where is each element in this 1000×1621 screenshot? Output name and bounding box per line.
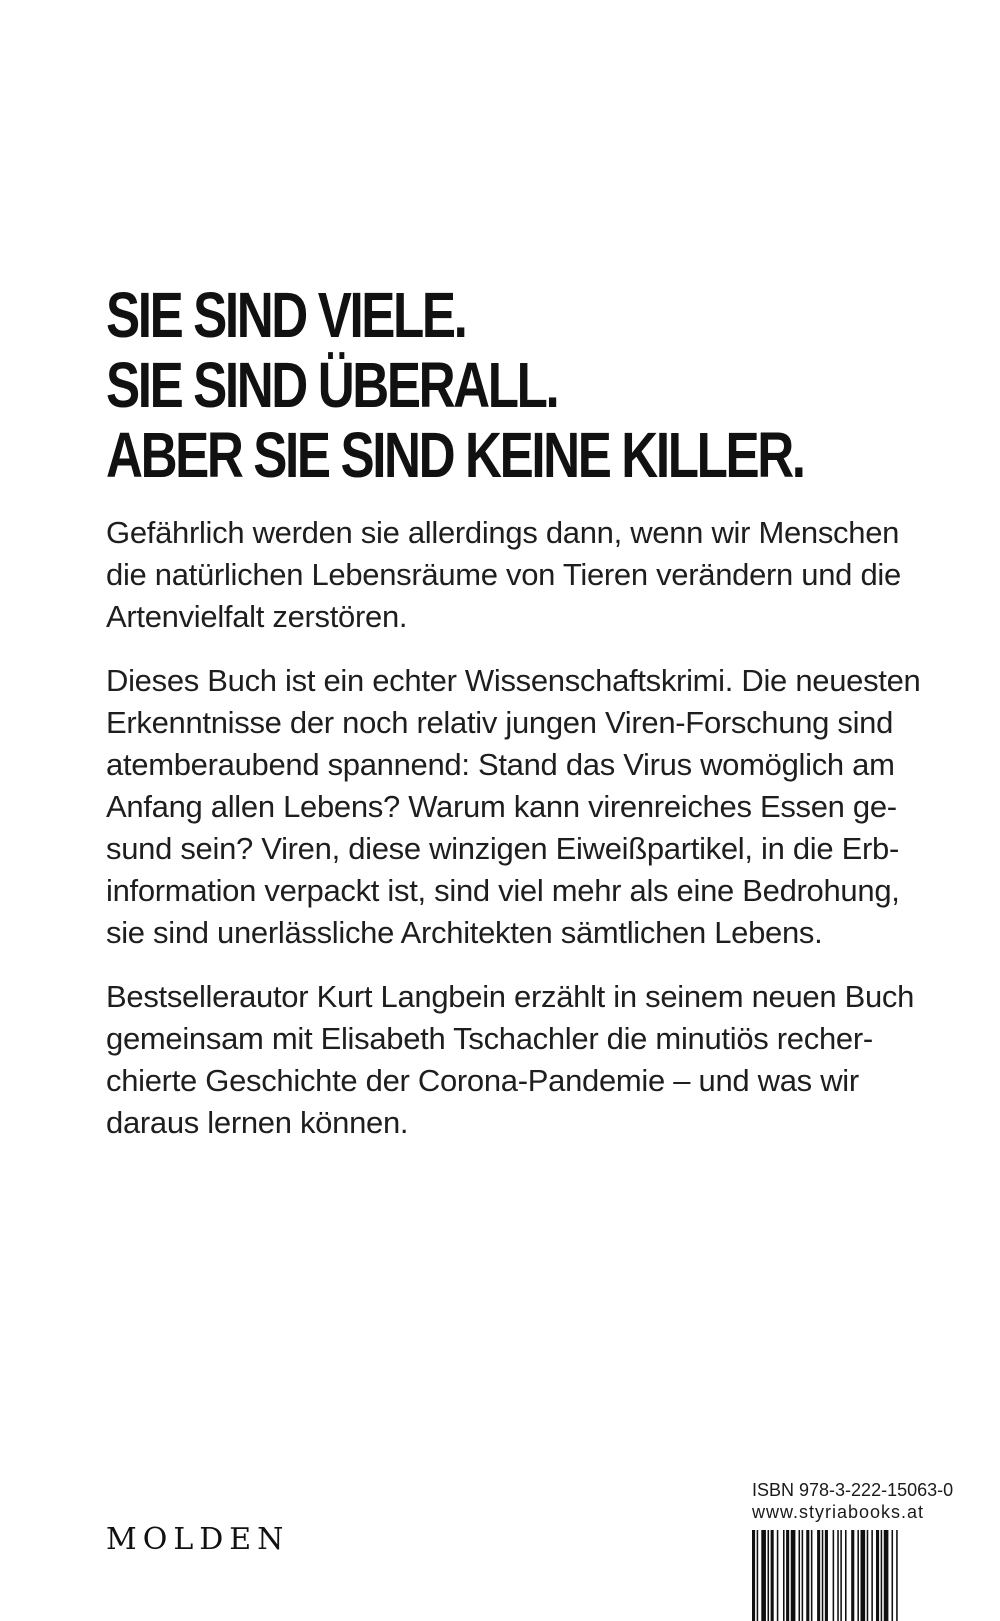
barcode-bar — [884, 1530, 889, 1621]
barcode-bar — [783, 1530, 785, 1621]
barcode-bar — [825, 1530, 828, 1621]
barcode-bar — [892, 1530, 894, 1621]
publisher-website: www.styriabooks.at — [752, 1502, 925, 1522]
barcode-bar — [817, 1530, 820, 1621]
barcode-bar — [786, 1530, 789, 1621]
barcode-bar — [861, 1530, 866, 1621]
headline-line-2: SIE SIND ÜBERALL. — [106, 349, 558, 421]
barcode-bar — [851, 1530, 854, 1621]
barcode-bar — [799, 1530, 801, 1621]
barcode-bar — [771, 1530, 774, 1621]
barcode-icon — [752, 1530, 944, 1621]
headline — [106, 280, 966, 490]
barcode-bar — [761, 1530, 766, 1621]
isbn-number: ISBN 978-3-222-15063-0 — [752, 1480, 954, 1500]
headline-line-3: ABER SIE SIND KEINE KILLER. — [106, 419, 804, 491]
blurb — [106, 512, 966, 1166]
barcode-bar — [752, 1530, 755, 1621]
barcode-bar — [845, 1530, 847, 1621]
barcode-bar — [757, 1530, 759, 1621]
barcode-bar — [768, 1530, 770, 1621]
barcode-bar — [871, 1530, 873, 1621]
blurb-paragraph-2: Dieses Buch ist ein echter Wissenschaftskrimi. Die neuesten Erkenntnisse der noch relativ jungen Viren-Forschung sind atemberaubend spannend: Stand das Virus womöglich am Anfang allen Lebens? Warum kann virenreiches Essen ge- sund sein? Viren, diese winzigen Eiweißpartikel, in die Erb- information verpackt ist, sind viel mehr als eine Bedrohung, sie sind unerlässliche Architekten sämtlichen Lebens. — [106, 663, 921, 950]
barcode-bar — [840, 1530, 842, 1621]
barcode-bar — [802, 1530, 804, 1621]
barcode-bar — [806, 1530, 809, 1621]
barcode-bar — [811, 1530, 813, 1621]
headline-line-1: SIE SIND VIELE. — [106, 279, 466, 351]
barcode-bar — [876, 1530, 879, 1621]
barcode-bar — [791, 1530, 796, 1621]
blurb-paragraph-1: Gefährlich werden sie allerdings dann, wenn wir Menschen die natürlichen Lebensräume von Tieren verändern und die Artenvielfalt zerstören. — [106, 515, 901, 634]
barcode-bar — [896, 1530, 898, 1621]
barcode-bar — [837, 1530, 839, 1621]
barcode-bar — [881, 1530, 883, 1621]
blurb-paragraph-3: Bestsellerautor Kurt Langbein erzählt in seinem neuen Buch gemeinsam mit Elisabeth Tschachler die minutiös recher- chierte Geschichte der Corona-Pandemie – und was wir daraus lernen können. — [106, 979, 915, 1140]
barcode-bar — [822, 1530, 824, 1621]
barcode-bar — [777, 1530, 779, 1621]
barcode-bar — [857, 1530, 859, 1621]
publisher-logo: MOLDEN — [106, 1522, 290, 1557]
barcode-bar — [867, 1530, 869, 1621]
barcode-bar — [833, 1530, 835, 1621]
